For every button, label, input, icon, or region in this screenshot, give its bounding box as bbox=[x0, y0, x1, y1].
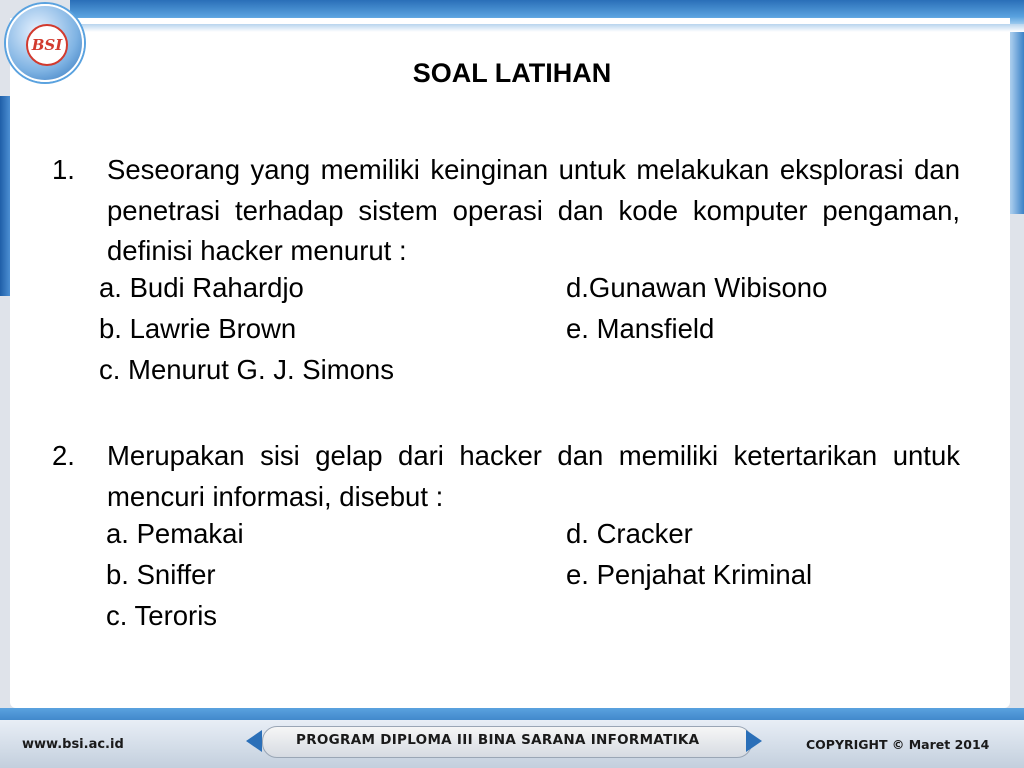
question-1-option-b: b. Lawrie Brown bbox=[99, 313, 297, 344]
footer-copyright: COPYRIGHT © Maret 2014 bbox=[806, 737, 990, 752]
question-2-option-b: b. Sniffer bbox=[106, 559, 216, 590]
question-1-option-a: a. Budi Rahardjo bbox=[99, 272, 304, 303]
footer-right-arrow-icon bbox=[746, 730, 762, 752]
bsi-logo-text: BSI bbox=[31, 36, 63, 54]
top-frame-shade bbox=[70, 24, 1024, 32]
question-2-option-e: e. Penjahat Kriminal bbox=[566, 559, 813, 590]
footer-left-arrow-icon bbox=[246, 730, 262, 752]
question-2-text: Merupakan sisi gelap dari hacker dan memiliki ketertarikan untuk mencuri informasi, disebut : bbox=[107, 440, 960, 512]
question-1-option-e: e. Mansfield bbox=[566, 313, 715, 344]
question-1-option-d: d.Gunawan Wibisono bbox=[566, 272, 828, 303]
question-2-option-c: c. Teroris bbox=[106, 600, 218, 631]
question-1-option-c: c. Menurut G. J. Simons bbox=[99, 354, 394, 385]
slide-title: SOAL LATIHAN bbox=[412, 58, 612, 88]
footer-website: www.bsi.ac.id bbox=[22, 737, 124, 752]
question-1-number: 1. bbox=[52, 154, 75, 185]
question-2-option-d: d. Cracker bbox=[566, 518, 693, 549]
question-1-text: Seseorang yang memiliki keinginan untuk melakukan eksplorasi dan penetrasi terhadap sistem operasi dan kode komputer pengaman, definisi hacker menurut : bbox=[107, 154, 960, 266]
question-2-option-a: a. Pemakai bbox=[106, 518, 244, 549]
footer-program-text: PROGRAM DIPLOMA III BINA SARANA INFORMATIKA bbox=[296, 732, 700, 748]
question-2-number: 2. bbox=[52, 440, 75, 471]
